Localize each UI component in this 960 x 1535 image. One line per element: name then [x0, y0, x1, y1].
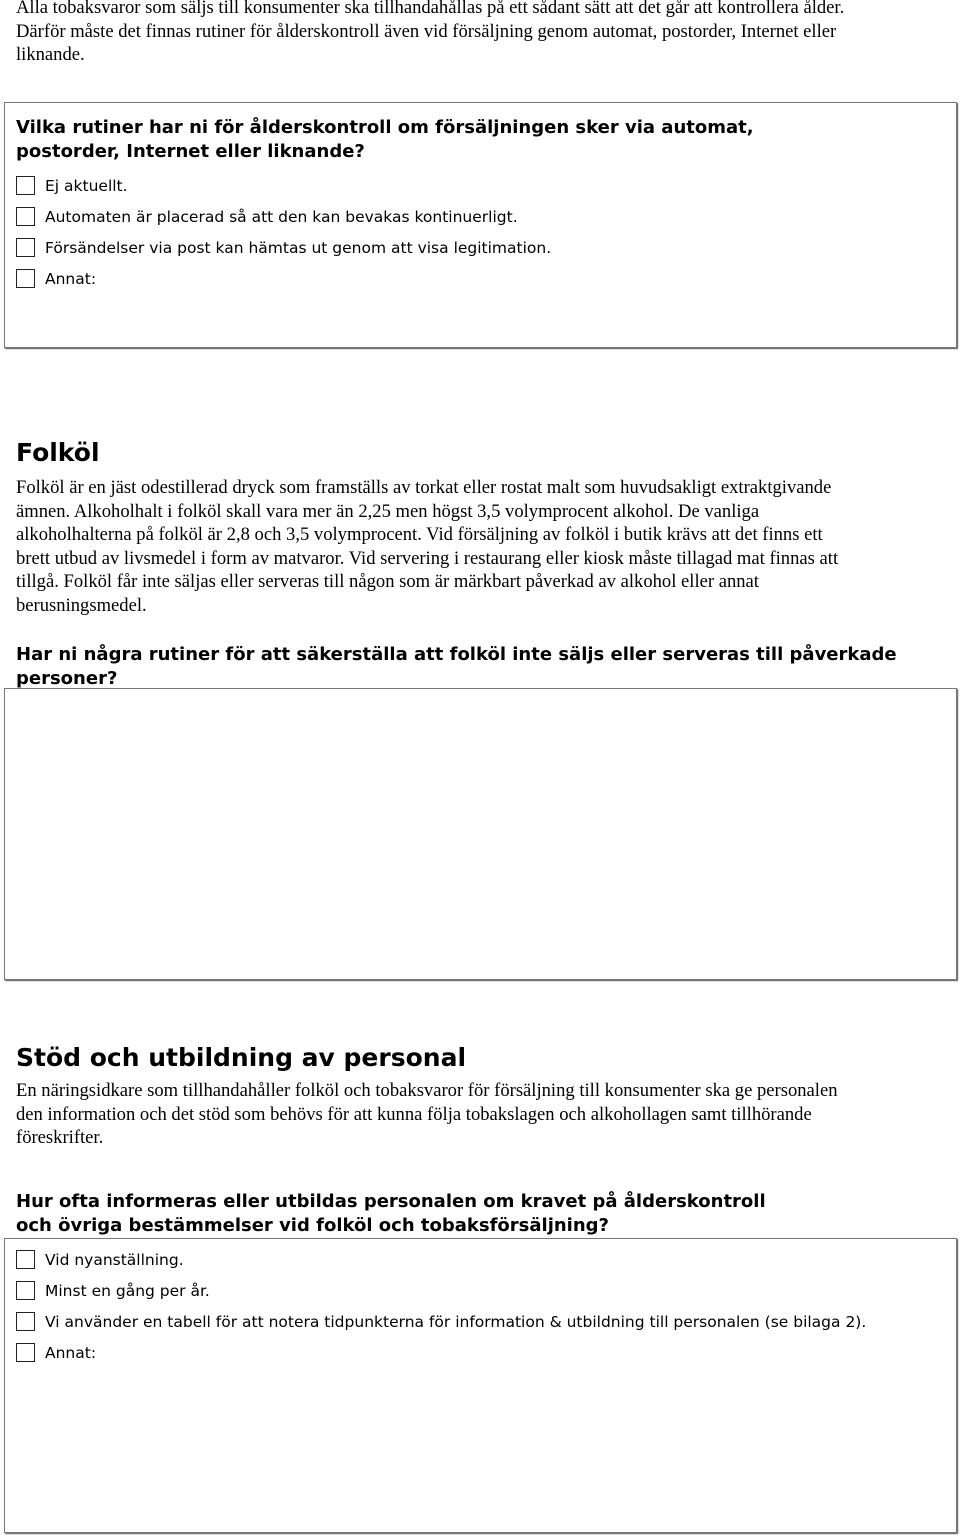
option-label: Försändelser via post kan hämtas ut genom att visa legitimation.: [45, 238, 552, 257]
q1-question-line: Vilka rutiner har ni för ålderskontroll om försäljningen sker via automat,: [16, 117, 754, 138]
q3-question-line: Hur ofta informeras eller utbildas personalen om kravet på ålderskontroll: [16, 1191, 766, 1212]
q2-question: [16, 643, 897, 691]
q3-question-line: och övriga bestämmelser vid folköl och tobaksförsäljning?: [16, 1215, 609, 1236]
training-line: En näringsidkare som tillhandahåller folköl och tobaksvaror för försäljning till konsumenter ska ge personalen: [16, 1080, 838, 1101]
training-paragraph: [16, 1079, 951, 1150]
training-heading: Stöd och utbildning av personal: [16, 1043, 467, 1072]
q1-option-vending-monitored[interactable]: [16, 207, 518, 226]
option-label: Ej aktuellt.: [45, 176, 128, 195]
option-label: Minst en gång per år.: [45, 1281, 210, 1300]
checkbox[interactable]: [16, 1312, 35, 1331]
checkbox[interactable]: [16, 207, 35, 226]
intro-paragraph: [16, 0, 951, 67]
q1-other-field[interactable]: [110, 268, 940, 338]
option-label: Annat:: [45, 1343, 97, 1362]
q3-option-other[interactable]: [16, 1343, 96, 1362]
q1-option-not-applicable[interactable]: [16, 176, 128, 195]
folkol-line: brett utbud av livsmedel i form av matvaror. Vid servering i restaurang eller kiosk måste tillagad mat finnas att: [16, 547, 839, 569]
q2-question-line: personer?: [16, 668, 118, 689]
folkol-heading: Folköl: [16, 438, 100, 467]
folkol-paragraph: [16, 476, 951, 617]
folkol-line: Folköl är en jäst odestillerad dryck som framställs av torkat eller rostat malt som huvudsakligt extraktgivande: [16, 477, 832, 498]
training-line: den information och det stöd som behövs för att kunna följa tobakslagen och alkohollagen samt tillhörande: [16, 1103, 812, 1125]
folkol-line: tillgå. Folköl får inte säljas eller serveras till någon som är märkbart påverkad av alkohol eller annat: [16, 571, 759, 592]
q1-question-line: postorder, Internet eller liknande?: [16, 141, 365, 162]
option-label: Vi använder en tabell för att notera tidpunkterna för information & utbildning till personalen (se bilaga 2).: [45, 1312, 867, 1331]
checkbox[interactable]: [16, 1343, 35, 1362]
option-label: Automaten är placerad så att den kan bevakas kontinuerligt.: [45, 207, 518, 226]
intro-line: liknande.: [16, 44, 85, 65]
checkbox[interactable]: [16, 269, 35, 288]
checkbox[interactable]: [16, 176, 35, 195]
checkbox[interactable]: [16, 238, 35, 257]
checkbox[interactable]: [16, 1281, 35, 1300]
checkbox[interactable]: [16, 1250, 35, 1269]
q3-other-input[interactable]: [110, 1342, 944, 1526]
intro-line: Alla tobaksvaror som säljs till konsumenter ska tillhandahållas på ett sådant sätt att det går att kontrollera ålder.: [16, 0, 845, 18]
training-line: föreskrifter.: [16, 1127, 104, 1148]
option-label: Vid nyanställning.: [45, 1250, 184, 1269]
q3-option-table[interactable]: [16, 1312, 866, 1331]
option-label: Annat:: [45, 269, 97, 288]
q2-answer-box[interactable]: [4, 688, 957, 980]
q2-question-line: Har ni några rutiner för att säkerställa att folköl inte säljs eller serveras till påverkade: [16, 644, 897, 665]
q2-answer-input[interactable]: [5, 689, 960, 983]
q1-option-other[interactable]: [16, 269, 96, 288]
q3-option-yearly[interactable]: [16, 1281, 210, 1300]
q3-question: [16, 1190, 766, 1238]
intro-line: Därför måste det finnas rutiner för ålderskontroll även vid försäljning genom automat, postorder, Internet eller: [16, 20, 837, 42]
q3-option-new-hire[interactable]: [16, 1250, 184, 1269]
q3-other-field[interactable]: [110, 1342, 940, 1522]
folkol-line: ämnen. Alkoholhalt i folköl skall vara mer än 2,25 men högst 3,5 volymprocent alkohol. De vanliga: [16, 500, 760, 522]
q1-option-mail-id[interactable]: [16, 238, 551, 257]
q1-question: [16, 116, 754, 164]
q1-other-input[interactable]: [110, 268, 944, 342]
folkol-line: berusningsmedel.: [16, 594, 147, 616]
folkol-line: alkoholhalterna på folköl är 2,8 och 3,5 volymprocent. Vid försäljning av folköl i butik krävs att det finns ett: [16, 524, 823, 545]
